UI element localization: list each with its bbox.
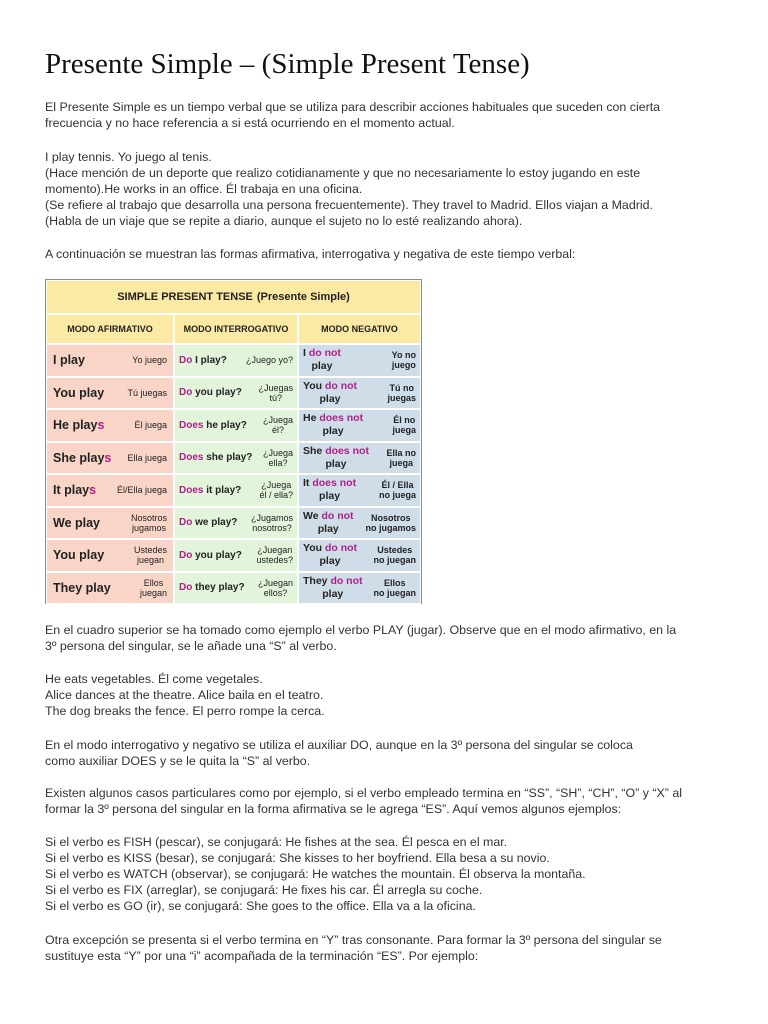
text-line: I play tennis. Yo juego al tenis. xyxy=(45,150,212,164)
spanish-translation: ¿Juega ella? xyxy=(262,447,293,468)
negative-form xyxy=(303,575,363,601)
negative-cell-content xyxy=(299,378,420,409)
affirmative-cell xyxy=(46,474,174,507)
negative-cell xyxy=(298,344,421,377)
subject-text: He xyxy=(303,412,320,425)
affirmative-cell xyxy=(46,572,174,605)
intro-paragraph xyxy=(45,99,735,131)
spanish-translation: Ellos no juegan xyxy=(373,577,416,598)
negative-form xyxy=(303,347,341,373)
affirmative-cell-content xyxy=(47,443,173,474)
interrogative-form xyxy=(179,452,252,463)
header-negative: MODO NEGATIVO xyxy=(298,314,421,344)
affirmative-cell-content xyxy=(47,508,173,539)
negation-auxiliary: do not xyxy=(330,574,363,587)
text-line: (Se refiere al trabajo que desarrolla una persona frecuentemente). They travel to Madrid. Ellos viajan a Madrid. xyxy=(45,198,653,212)
affirmative-cell xyxy=(46,539,174,572)
affirmative-cell-content xyxy=(47,410,173,441)
table-title xyxy=(46,280,421,314)
interrogative-cell-content xyxy=(175,508,297,539)
page-title: Presente Simple – (Simple Present Tense) xyxy=(45,48,530,80)
subject-text: They xyxy=(303,574,331,587)
subject-text: You xyxy=(303,379,325,392)
text-line: Existen algunos casos particulares como por ejemplo, si el verbo empleado termina en “SS”, “SH”, “CH”, “O” y “X” al xyxy=(45,786,682,800)
auxiliary-verb: Does xyxy=(179,419,204,431)
spanish-translation: ¿Juego yo? xyxy=(245,355,293,366)
negative-form xyxy=(303,477,356,503)
question-text: I play? xyxy=(192,354,227,366)
spanish-translation: Ustedes no juegan xyxy=(373,545,416,566)
negation-auxiliary: do not xyxy=(324,542,358,555)
affirmative-form xyxy=(53,353,85,367)
verb-text: play xyxy=(311,360,333,373)
text-line: The dog breaks the fence. El perro rompe la cerca. xyxy=(45,704,325,718)
spanish-translation: Yo no juego xyxy=(391,350,416,371)
text-line: He eats vegetables. Él come vegetales. xyxy=(45,672,263,686)
question-text: you play? xyxy=(192,387,242,399)
affirmative-cell xyxy=(46,344,174,377)
negative-cell xyxy=(298,442,421,475)
auxiliary-verb: Do xyxy=(179,354,193,366)
interrogative-form xyxy=(179,387,242,398)
text-line: En el modo interrogativo y negativo se utiliza el auxiliar DO, aunque en la 3º persona del singular se coloca xyxy=(45,738,633,752)
text-line: formar la 3º persona del singular en la forma afirmativa se le agrega “ES”. Aquí vemos algunos ejemplos: xyxy=(45,802,622,816)
verb-ending: s xyxy=(89,483,97,498)
interrogative-cell xyxy=(174,442,298,475)
interrogative-cell-content xyxy=(175,540,297,571)
text-line: 3º persona del singular, se le añade una “S” al verbo. xyxy=(45,639,337,653)
exception-paragraph xyxy=(45,932,735,964)
spanish-translation: Él juega xyxy=(134,420,167,431)
examples-paragraph xyxy=(45,149,735,229)
text-line: frecuencia y no hace referencia a si está ocurriendo en el momento actual. xyxy=(45,116,455,130)
auxiliary-verb: Does xyxy=(179,484,204,496)
table-title-sub: (Presente Simple) xyxy=(256,291,350,303)
question-text: we play? xyxy=(192,517,238,529)
affirmative-cell-content xyxy=(47,475,173,506)
affirmative-form xyxy=(53,451,111,465)
verb-text: I play xyxy=(53,353,85,368)
interrogative-cell-content xyxy=(175,410,297,441)
question-text: it play? xyxy=(203,484,242,496)
negative-cell xyxy=(298,409,421,442)
text-line: momento).He works in an office. Él trabaja en una oficina. xyxy=(45,182,363,196)
negative-cell xyxy=(298,474,421,507)
verb-text: play xyxy=(319,555,341,568)
examples-3-paragraph xyxy=(45,834,735,914)
negative-cell xyxy=(298,572,421,605)
auxiliary-verb: Do xyxy=(179,387,193,399)
affirmative-form xyxy=(53,386,104,400)
affirmative-form xyxy=(53,418,104,432)
spanish-translation: ¿Juega él? xyxy=(262,415,293,436)
interrogative-cell xyxy=(174,572,298,605)
negation-auxiliary: do not xyxy=(324,379,358,392)
interrogative-form xyxy=(179,582,245,593)
spanish-translation: Tú no juegas xyxy=(387,382,416,403)
negative-cell-content xyxy=(299,508,420,539)
interrogative-form xyxy=(179,355,227,366)
negative-form xyxy=(303,542,357,568)
spanish-translation: Él / Ella no juega xyxy=(378,480,416,501)
interrogative-cell xyxy=(174,344,298,377)
spanish-translation: Ellos juegan xyxy=(139,577,167,598)
question-text: he play? xyxy=(203,419,247,431)
spanish-translation: ¿Jugamos nosotros? xyxy=(250,512,293,533)
interrogative-cell xyxy=(174,377,298,410)
negation-auxiliary: does not xyxy=(325,444,369,457)
interrogative-cell-content xyxy=(175,378,297,409)
text-line: En el cuadro superior se ha tomado como ejemplo el verbo PLAY (jugar). Observe que en el modo afirmativo, en la xyxy=(45,623,677,637)
verb-text: They play xyxy=(53,580,111,595)
negative-cell-content xyxy=(299,540,420,571)
interrogative-cell-content xyxy=(175,475,297,506)
text-line: Si el verbo es FISH (pescar), se conjugará: He fishes at the sea. Él pesca en el mar. xyxy=(45,835,508,849)
subject-text: I xyxy=(303,347,309,360)
spanish-translation: Él/Ella juega xyxy=(116,485,167,496)
spanish-translation: Ustedes juegan xyxy=(133,545,167,566)
affirmative-cell-content xyxy=(47,540,173,571)
affirmative-form xyxy=(53,548,104,562)
spanish-translation: Él no juega xyxy=(392,415,416,436)
interrogative-form xyxy=(179,550,242,561)
text-line: Si el verbo es FIX (arreglar), se conjugará: He fixes his car. Él arregla su coche. xyxy=(45,883,483,897)
affirmative-form xyxy=(53,581,111,595)
negative-cell-content xyxy=(299,573,420,604)
spanish-translation: Nosotros jugamos xyxy=(130,512,167,533)
interrogative-form xyxy=(179,517,237,528)
text-line: El Presente Simple es un tiempo verbal que se utiliza para describir acciones habituales que suceden con cierta xyxy=(45,100,661,114)
question-text: she play? xyxy=(203,452,253,464)
verb-text: play xyxy=(317,522,339,535)
text-line: Otra excepción se presenta si el verbo termina en “Y” tras consonante. Para formar la 3º persona del singular se xyxy=(45,933,662,947)
text-line: Si el verbo es GO (ir), se conjugará: She goes to the office. Ella va a la oficina. xyxy=(45,899,476,913)
text-line: Alice dances at the theatre. Alice baila en el teatro. xyxy=(45,688,324,702)
verb-text: play xyxy=(325,457,347,470)
affirmative-cell-content xyxy=(47,573,173,604)
text-line: como auxiliar DOES y se le quita la “S” al verbo. xyxy=(45,754,311,768)
verb-ending: s xyxy=(104,450,112,465)
interrogative-cell-content xyxy=(175,443,297,474)
interrogative-cell-content xyxy=(175,345,297,376)
subject-text: She xyxy=(303,444,326,457)
verb-text: play xyxy=(322,587,344,600)
negative-cell-content xyxy=(299,475,420,506)
verb-text: play xyxy=(322,425,344,438)
interrogative-form xyxy=(179,485,241,496)
spanish-translation: Nosotros no jugamos xyxy=(365,512,416,533)
spanish-translation: Ella no juega xyxy=(386,447,416,468)
negative-cell-content xyxy=(299,345,420,376)
spanish-translation: ¿Juegan ustedes? xyxy=(256,545,293,566)
spanish-translation: ¿Juegan ellos? xyxy=(257,577,293,598)
affirmative-cell xyxy=(46,409,174,442)
conjugation-table xyxy=(45,279,422,604)
verb-text: She play xyxy=(53,450,105,465)
negation-auxiliary: do not xyxy=(308,347,341,360)
question-text: you play? xyxy=(192,549,242,561)
verb-text: You play xyxy=(53,548,105,563)
header-affirmative: MODO AFIRMATIVO xyxy=(46,314,174,344)
negation-auxiliary: does not xyxy=(319,412,364,425)
verb-text: It play xyxy=(53,483,90,498)
subject-text: It xyxy=(303,477,313,490)
auxiliary-verb: Does xyxy=(179,452,204,464)
affirmative-cell-content xyxy=(47,345,173,376)
auxiliary-verb: Do xyxy=(179,517,193,529)
negative-cell xyxy=(298,507,421,540)
affirmative-form xyxy=(53,483,96,497)
auxiliary-paragraph xyxy=(45,737,735,769)
text-line: (Habla de un viaje que se repite a diario, aunque el sujeto no lo esté realizando ahora). xyxy=(45,214,523,228)
negation-auxiliary: do not xyxy=(321,509,354,522)
after-table-paragraph xyxy=(45,622,735,654)
affirmative-form xyxy=(53,516,100,530)
verb-text: He play xyxy=(53,418,98,433)
negative-form xyxy=(303,380,357,406)
text-line: sustituye esta “Y” por una “i” acompañada de la terminación “ES”. Por ejemplo: xyxy=(45,949,479,963)
negation-auxiliary: does not xyxy=(312,477,357,490)
interrogative-form xyxy=(179,420,247,431)
spanish-translation: Tú juegas xyxy=(127,387,167,398)
verb-text: You play xyxy=(53,385,105,400)
text-line: Si el verbo es WATCH (observar), se conjugará: He watches the mountain. Él observa la montaña. xyxy=(45,867,586,881)
header-interrogative: MODO INTERROGATIVO xyxy=(174,314,298,344)
interrogative-cell xyxy=(174,507,298,540)
negative-cell-content xyxy=(299,410,420,441)
negative-form xyxy=(303,445,369,471)
text-line: Si el verbo es KISS (besar), se conjugará: She kisses to her boyfriend. Ella besa a su novio. xyxy=(45,851,550,865)
verb-text: We play xyxy=(53,515,101,530)
interrogative-cell-content xyxy=(175,573,297,604)
negative-cell xyxy=(298,539,421,572)
affirmative-cell xyxy=(46,377,174,410)
text-line: (Hace mención de un deporte que realizo cotidianamente y que no necesariamente lo estoy jugando en este xyxy=(45,166,641,180)
question-text: they play? xyxy=(192,582,245,594)
verb-ending: s xyxy=(97,418,105,433)
spanish-translation: ¿Juega él / ella? xyxy=(259,480,293,501)
affirmative-cell xyxy=(46,507,174,540)
table-title-main: SIMPLE PRESENT TENSE xyxy=(117,291,253,303)
verb-text: play xyxy=(319,392,341,405)
negative-form xyxy=(303,412,363,438)
auxiliary-verb: Do xyxy=(179,582,193,594)
spanish-translation: Ella juega xyxy=(127,452,167,463)
special-cases-paragraph xyxy=(45,785,735,817)
verb-text: play xyxy=(319,490,341,503)
spanish-translation: Yo juego xyxy=(132,355,167,366)
negative-cell-content xyxy=(299,443,420,474)
negative-form xyxy=(303,510,354,536)
negative-cell xyxy=(298,377,421,410)
interrogative-cell xyxy=(174,409,298,442)
examples-2-paragraph xyxy=(45,671,735,719)
affirmative-cell-content xyxy=(47,378,173,409)
lead-paragraph xyxy=(45,246,735,262)
subject-text: We xyxy=(303,509,322,522)
subject-text: You xyxy=(303,542,325,555)
affirmative-cell xyxy=(46,442,174,475)
auxiliary-verb: Do xyxy=(179,549,193,561)
interrogative-cell xyxy=(174,539,298,572)
interrogative-cell xyxy=(174,474,298,507)
text-line: A continuación se muestran las formas afirmativa, interrogativa y negativa de este tiempo verbal: xyxy=(45,247,576,261)
spanish-translation: ¿Juegas tú? xyxy=(258,382,293,403)
